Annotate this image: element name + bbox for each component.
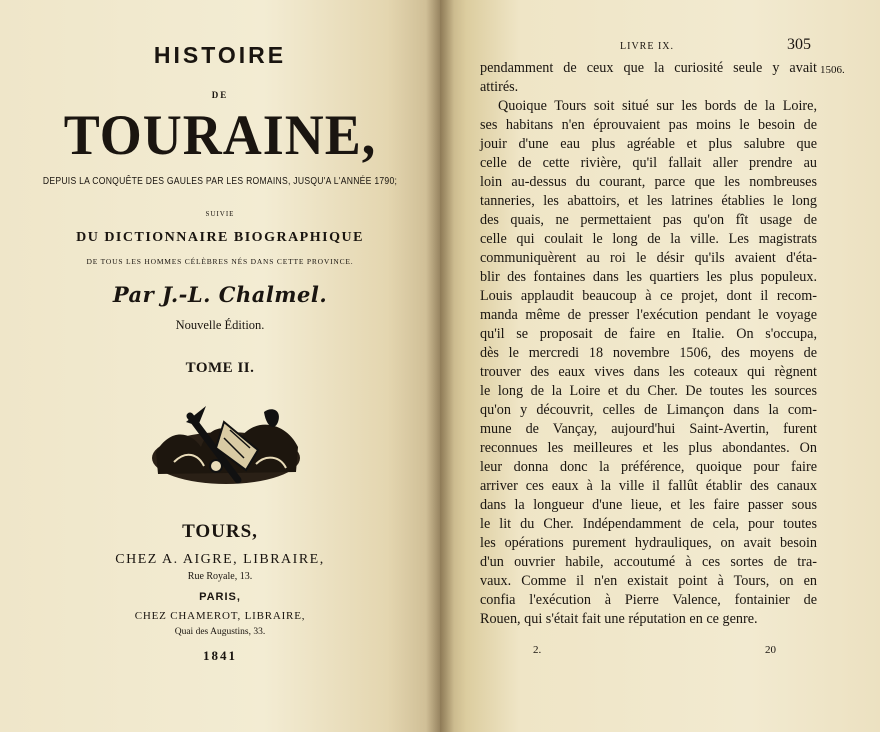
page-number: 305	[787, 36, 811, 53]
imprint-publisher: CHEZ A. AIGRE, LIBRAIRE,	[115, 552, 325, 567]
text-line: d'un ouvrier habile, accoutumé à ces sortes de tra-	[480, 554, 817, 570]
text-line: blir des fontaines dans les quartiers les plus populeux.	[480, 269, 817, 285]
text-line: celle qui coulait le long de la ville. Les magistrats	[480, 231, 817, 247]
text-line: leur donna donc la préférence, quoique pour faire	[480, 459, 817, 475]
text-line: pendamment de ceux que la curiosité seule y avait	[480, 60, 817, 76]
imprint-address-paris: Quai des Augustins, 33.	[174, 627, 266, 637]
text-line: qu'il se proposait de faire en Italie. On s'occupa,	[480, 326, 817, 342]
book-gutter	[426, 0, 454, 732]
text-line: jouir d'une eau plus agréable et plus salubre que	[480, 136, 817, 152]
text-line: celle de cette rivière, qu'il fallait aller prendre au	[480, 155, 817, 171]
text-line: Louis applaudit beaucoup à ce projet, dont il recom-	[480, 288, 817, 304]
text-line: le lit du Cher. Indépendamment de cela, pour toutes	[480, 516, 817, 532]
text-line: dans la longueur d'une lieue, et les faire passer sous	[480, 497, 817, 513]
text-line: Rouen, qui s'était fait une réputation en ce genre.	[480, 611, 758, 627]
margin-note-year: 1506.	[820, 64, 845, 76]
text-line: les opérations purement hydrauliques, on avait besoin	[480, 535, 817, 551]
text-line: attirés.	[480, 79, 519, 95]
subtitle: DEPUIS LA CONQUÊTE DES GAULES PAR LES ROMAINS, JUSQU'A L'ANNÉE 1790;	[42, 176, 398, 187]
text-line: Quoique Tours soit situé sur les bords de la Loire,	[498, 98, 817, 114]
text-line: trouver des eaux vives dans les coteaux qui règnent	[480, 364, 817, 380]
signature-mark-right: 20	[765, 644, 776, 656]
title-touraine: TOURAINE,	[63, 103, 377, 167]
tome-line: TOME II.	[185, 360, 255, 376]
author-line: Par J.-L. Chalmel.	[112, 282, 328, 307]
imprint-publisher-paris: CHEZ CHAMEROT, LIBRAIRE,	[134, 610, 306, 622]
signature-mark-left: 2.	[533, 644, 542, 656]
text-line: vaux. Comme il n'en existait point à Tours, on en	[480, 573, 817, 589]
title-de: DE	[211, 90, 229, 100]
text-line: reconnues les meilleures et les plus abondantes. On	[480, 440, 817, 456]
text-line: communiquèrent au roi le désir qu'ils avaient d'éta-	[480, 250, 817, 266]
text-line: mune de Vançay, aujourd'hui Saint-Avertin, furent	[480, 421, 817, 437]
text-line: qu'on y découvrit, celles de Limançon dans la com-	[480, 402, 817, 418]
text-line: des quais, ne permettaient pas qu'on fît usage de	[480, 212, 817, 228]
imprint-city-paris: PARIS,	[199, 591, 241, 603]
tous-line: DE TOUS LES HOMMES CÉLÈBRES NÉS DANS CETTE PROVINCE.	[86, 257, 354, 266]
body-text	[480, 59, 817, 629]
suivie-label: SUIVIE	[205, 210, 235, 218]
edition-line: Nouvelle Édition.	[175, 318, 265, 332]
imprint-year: 1841	[203, 648, 237, 663]
text-line: manda même de presser l'exécution pendant le voyage	[480, 307, 817, 323]
imprint-city: TOURS,	[182, 521, 258, 542]
text-line: loin au-dessus du courant, parce que les nombreuses	[480, 174, 817, 190]
imprint-address: Rue Royale, 13.	[187, 571, 253, 582]
vignette-illustration	[146, 392, 306, 490]
text-line: confia l'exécution à Pierre Valence, fontainier de	[480, 592, 817, 608]
title-histoire: HISTOIRE	[153, 42, 287, 68]
text-line: le long de la Loire et du Cher. De toutes les sources	[480, 383, 817, 399]
text-line: tanneries, les abattoirs, et les latrines établies le long	[480, 193, 817, 209]
text-line: ses habitans n'en éprouvaient pas moins le besoin de	[480, 117, 817, 133]
running-head: LIVRE IX.	[620, 41, 674, 52]
text-line: arriver ces eaux à la ville il fallût établir des canaux	[480, 478, 817, 494]
text-line: dès le mercredi 18 novembre 1506, des moyens de	[480, 345, 817, 361]
dictionnaire-heading: DU DICTIONNAIRE BIOGRAPHIQUE	[76, 230, 364, 245]
